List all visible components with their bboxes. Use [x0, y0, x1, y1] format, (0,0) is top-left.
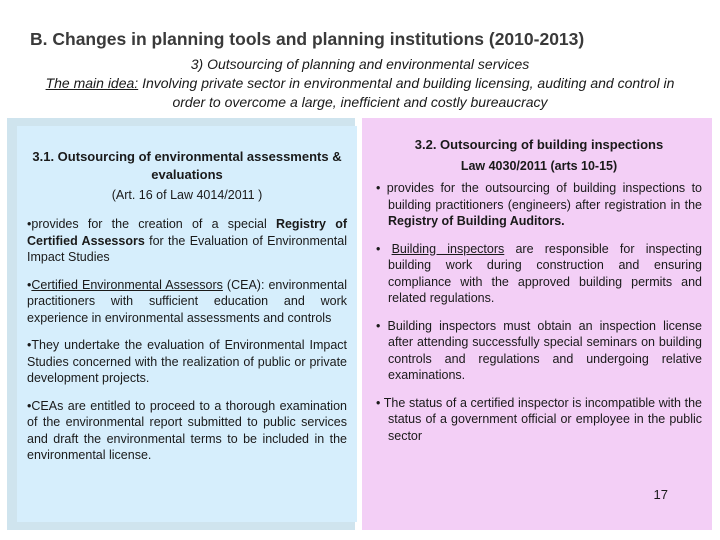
- right-bullet-2: [376, 241, 702, 307]
- left-heading: 3.1. Outsourcing of environmental assessments & evaluations: [32, 149, 342, 182]
- section-subtitle: 3) Outsourcing of planning and environmental services: [190, 56, 530, 72]
- main-idea-text: Involving private sector in environmental and building licensing, auditing and control in order to overcome a large, inefficient and costly bureaucracy: [138, 75, 675, 110]
- left-bullet-2-marker: •: [27, 277, 32, 292]
- right-bullet-2-marker: •: [376, 241, 392, 256]
- main-idea-label: The main idea:: [45, 75, 139, 91]
- right-panel: [362, 118, 712, 530]
- left-panel-content: [17, 126, 357, 522]
- left-bullet-3: •They undertake the evaluation of Environmental Impact Studies concerned with the realization of public or private development projects.: [27, 338, 347, 385]
- right-bullet-1-bold: Registry of Building Auditors.: [388, 214, 565, 228]
- page-title: B. Changes in planning tools and planning institutions (2010-2013): [30, 29, 585, 49]
- left-panel: [7, 118, 355, 530]
- right-subheading: Law 4030/2011 (arts 10-15): [460, 159, 618, 173]
- page-number: 17: [653, 487, 668, 502]
- left-bullet-4: •CEAs are entitled to proceed to a thorough examination of the environmental report submitted to public services and draft the environmental terms to be included in the environmental license.: [27, 398, 347, 462]
- right-bullet-1: [376, 180, 702, 230]
- right-bullet-2-tail: are responsible for inspecting building work during construction and ensuring compliance with the approved building permits and related regulations.: [388, 241, 702, 305]
- left-bullet-2: [27, 277, 347, 327]
- right-bullet-3: • Building inspectors must obtain an inspection license after attending successfully special seminars on building controls and regulations and undergoing relative examinations.: [376, 318, 702, 382]
- main-idea: [30, 74, 690, 112]
- left-subheading: (Art. 16 of Law 4014/2011 ): [111, 188, 263, 202]
- right-bullet-2-underlined: Building inspectors: [391, 241, 505, 256]
- left-bullet-1-bold: Registry of Certified Assessors: [27, 217, 347, 248]
- right-heading: 3.2. Outsourcing of building inspections: [414, 137, 664, 152]
- left-bullet-2-underlined: Certified Environmental Assessors: [31, 277, 223, 292]
- right-bullet-1-text: • provides for the outsourcing of building inspections to building practitioners (engineers) after registration in the: [376, 181, 702, 212]
- left-bullet-1-text: •provides for the creation of a special: [27, 217, 276, 231]
- right-bullet-4: • The status of a certified inspector is incompatible with the status of a government official or employee in the public sector: [376, 395, 702, 443]
- left-bullet-1-tail: for the Evaluation of Environmental Impact Studies: [27, 233, 348, 264]
- left-bullet-1: [27, 216, 347, 266]
- left-bullet-2-tail: (CEA): environmental practitioners with sufficient education and work experience in environmental assessments and controls: [27, 277, 347, 325]
